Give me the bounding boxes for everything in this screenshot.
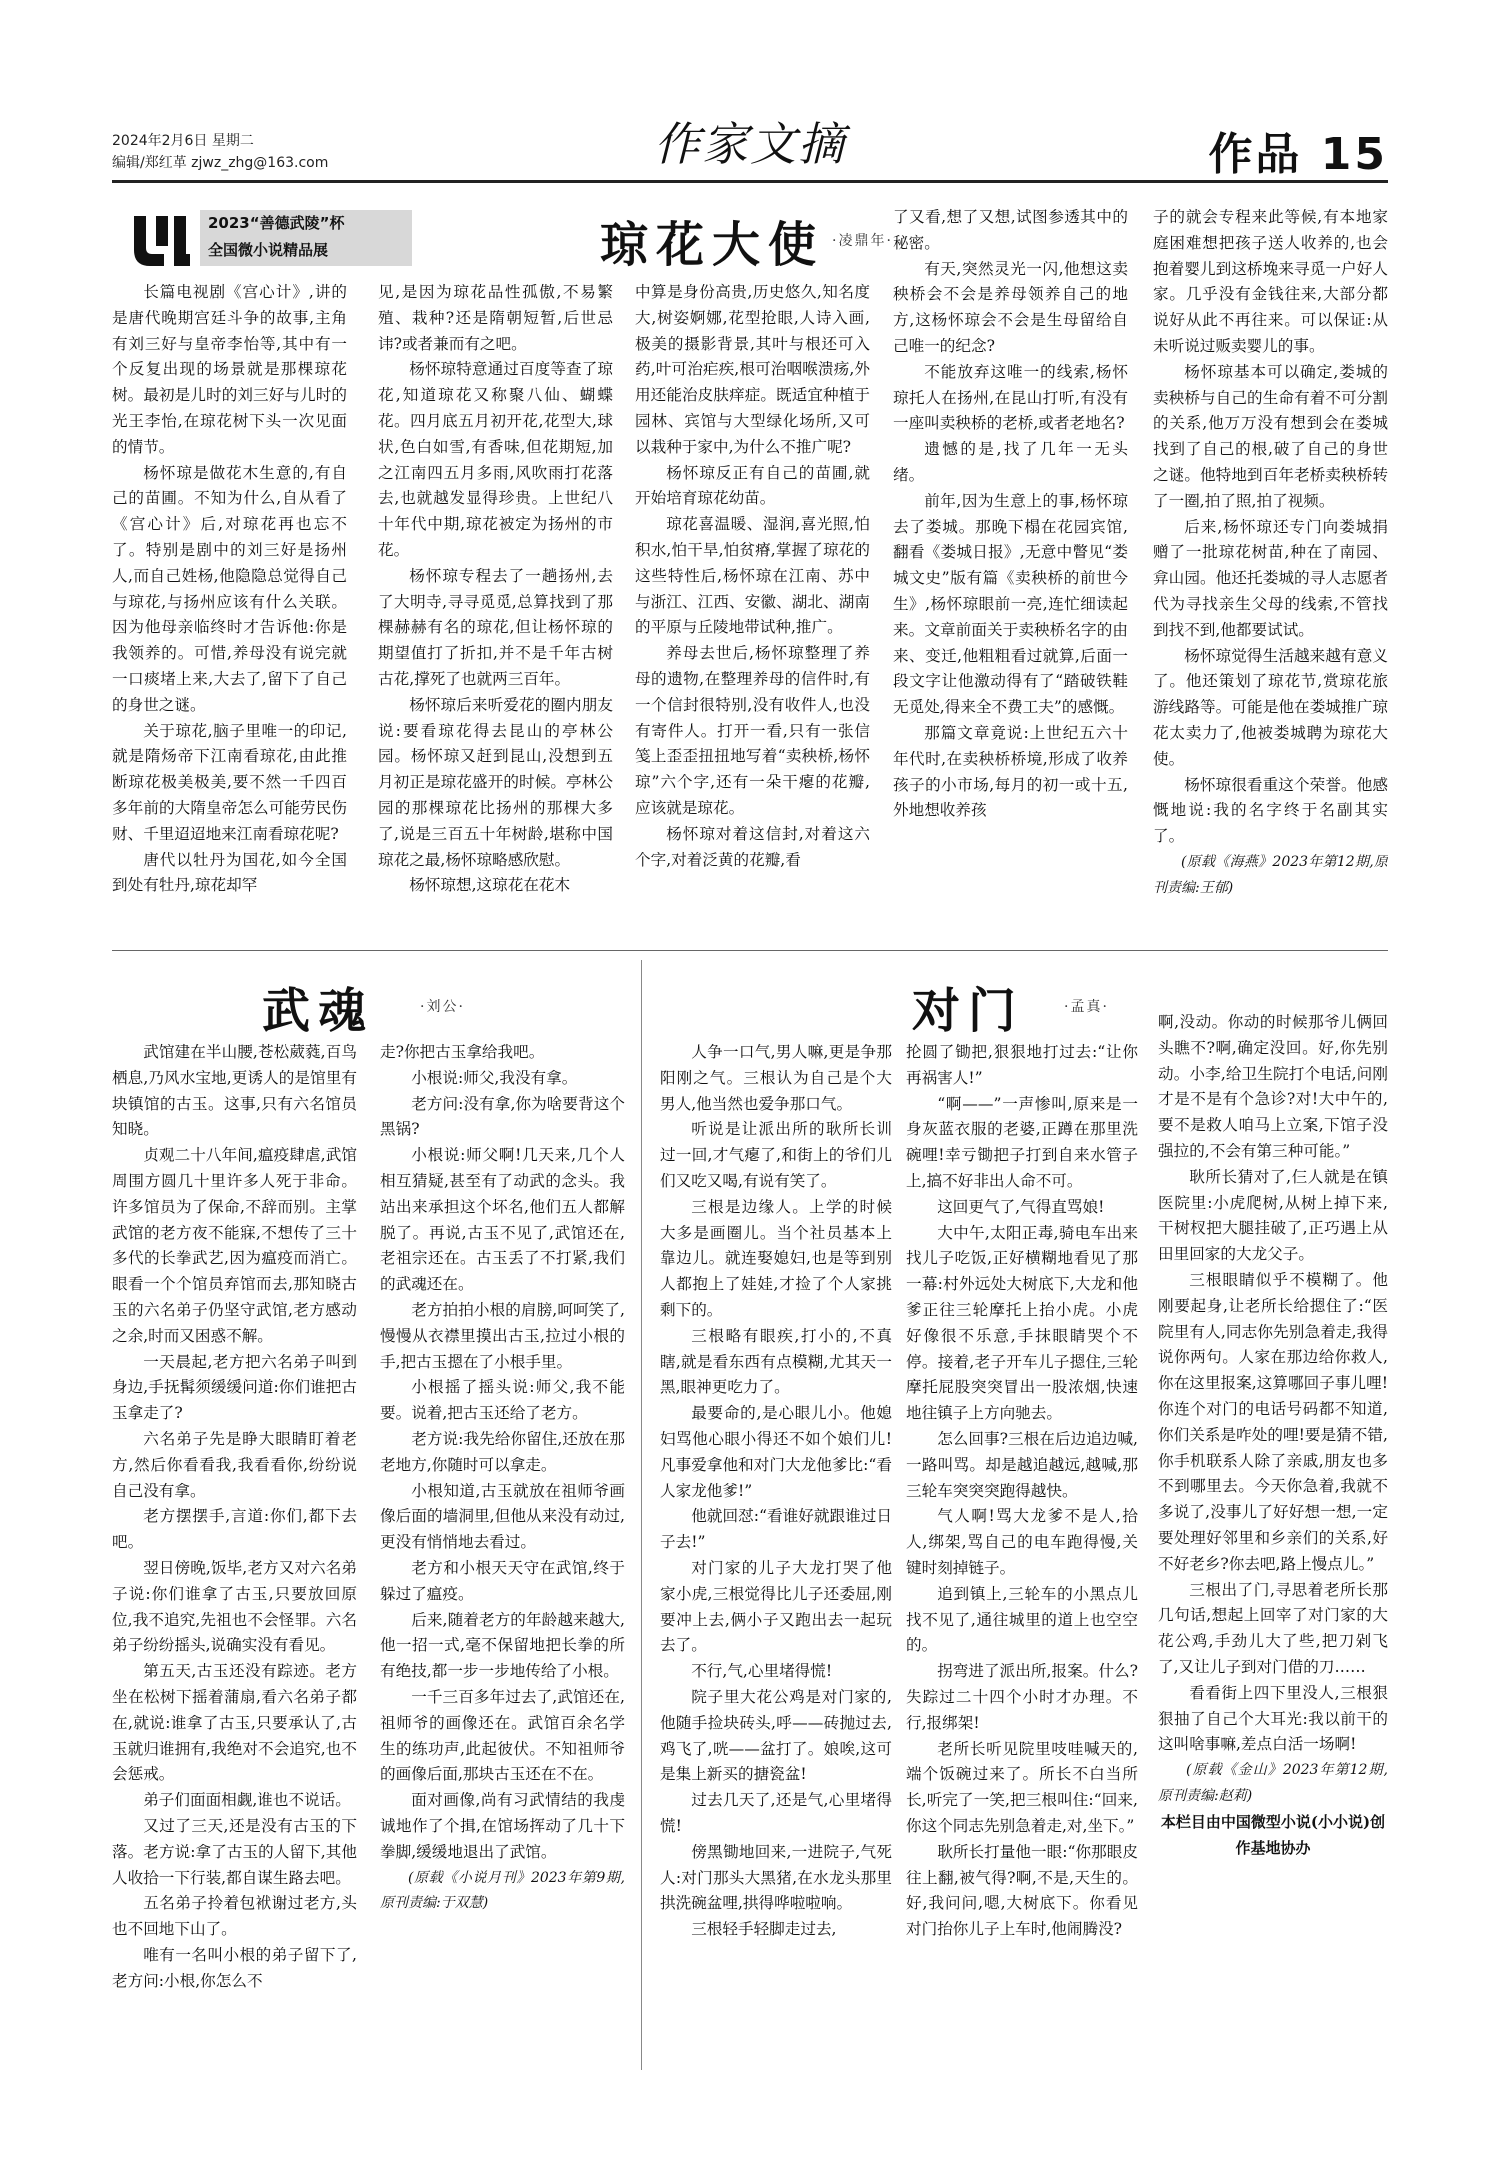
paragraph: 看看街上四下里没人,三根狠狠抽了自己个大耳光:我以前干的这叫啥事嘛,差点白活一场啊! bbox=[1158, 1683, 1388, 1754]
paragraph: 杨怀琼基本可以确定,娄城的卖秧桥与自己的生命有着不可分割的关系,他万万没有想到会在娄城找到了自己的根,破了自己的身世之谜。他特地到百年老桥卖秧桥转了一圈,拍了照,拍了视频。 bbox=[1153, 362, 1388, 510]
paragraph: 那篇文章竟说:上世纪五六十年代时,在卖秧桥桥境,形成了收养孩子的小市场,每月的初一或十五,外地想收养孩 bbox=[893, 723, 1128, 820]
story3-byline: ·孟真· bbox=[1064, 999, 1109, 1015]
paragraph: 怎么回事?三根在后边追边喊,一路叫骂。却是越追越远,越喊,那三轮车突突突跑得越快。 bbox=[906, 1429, 1138, 1500]
paragraph: 遗憾的是,找了几年一无头绪。 bbox=[893, 440, 1128, 484]
story-divider bbox=[641, 960, 642, 2070]
contest-title-line2: 全国微小说精品展 bbox=[208, 241, 329, 259]
paragraph: 杨怀琼很看重这个荣誉。他感慨地说:我的名字终于名副其实了。 bbox=[1153, 775, 1388, 846]
paragraph: 耿所长打量他一眼:“你那眼皮往上翻,被气得?啊,不是,天生的。好,我问问,嗯,大树底下。你看见对门抬你儿子上车时,他闹腾没? bbox=[906, 1842, 1138, 1939]
column-note: 本栏目由中国微型小说(小小说)创作基地协办 bbox=[1160, 1812, 1386, 1857]
paragraph: 后来,杨怀琼还专门向娄城捐赠了一批琼花树苗,种在了南园、弇山园。他还托娄城的寻人志愿者代为寻找亲生父母的线索,不管找到找不到,他都要试试。 bbox=[1153, 517, 1388, 639]
story2-column-2 bbox=[380, 1040, 625, 2070]
page-number: 15 bbox=[1320, 129, 1388, 180]
story1-byline: ·凌鼎年· bbox=[832, 233, 893, 249]
paragraph: 杨怀琼是做花木生意的,有自己的苗圃。不知为什么,自从看了《宫心计》后,对琼花再也忘不了。特别是剧中的刘三好是扬州人,而自己姓杨,他隐隐总觉得自己与琼花,与扬州应该有什么关联。因为他母亲临终时才告诉他:你是我领养的。可惜,养母没有说完就一口痰堵上来,大去了,留下了自己的身世之谜。 bbox=[112, 463, 347, 714]
story1-column-3 bbox=[635, 280, 870, 940]
paragraph: 五名弟子拎着包袱谢过老方,头也不回地下山了。 bbox=[112, 1894, 357, 1939]
story1-column-2 bbox=[378, 280, 613, 940]
paragraph: 杨怀琼反正有自己的苗圃,就开始培育琼花幼苗。 bbox=[635, 463, 870, 508]
paragraph: 杨怀琼后来听爱花的圈内朋友说:要看琼花得去昆山的亭林公园。杨怀琼又赶到昆山,没想到五月初正是琼花盛开的时候。亭林公园的那棵琼花比扬州的那棵大多了,说是三百五十年树龄,堪称中国琼花之最,杨怀琼略感欣慰。 bbox=[378, 695, 613, 869]
paragraph: 小根说:师父啊!几天来,几个人相互猜疑,甚至有了动武的念头。我站出来承担这个坏名,他们五人都解脱了。再说,古玉不见了,武馆还在,老祖宗还在。古玉丢了不打紧,我们的武魂还在。 bbox=[380, 1146, 625, 1294]
paragraph: 琼花喜温暖、湿润,喜光照,怕积水,怕干旱,怕贫瘠,掌握了琼花的这些特性后,杨怀琼在江南、苏中与浙江、江西、安徽、湖北、湖南的平原与丘陵地带试种,推广。 bbox=[635, 515, 870, 637]
paragraph: 子的就会专程来此等候,有本地家庭困难想把孩子送人收养的,也会抱着婴儿到这桥堍来寻觅一户好人家。几乎没有金钱往来,大部分都说好从此不再往来。可以保证:从未听说过贩卖婴儿的事。 bbox=[1153, 208, 1388, 355]
paragraph: 前年,因为生意上的事,杨怀琼去了娄城。那晚下榻在花园宾馆,翻看《娄城日报》,无意中瞥见“娄城文史”版有篇《卖秧桥的前世今生》,杨怀琼眼前一亮,连忙细读起来。文章前面关于卖秧桥名字的由来、变迁,他粗粗看过就算,后面一段文字让他激动得有了“踏破铁鞋无觅处,得来全不费工夫”的感慨。 bbox=[893, 491, 1128, 717]
paragraph: 见,是因为琼花品性孤傲,不易繁殖、栽种?还是隋朝短暂,后世忌讳?或者兼而有之吧。 bbox=[378, 283, 613, 353]
paragraph: 傍黑锄地回来,一进院子,气死人:对门那头大黑猪,在水龙头那里拱洗碗盆哩,拱得哗啦啦响。 bbox=[660, 1842, 892, 1913]
section-divider bbox=[112, 950, 1388, 951]
paragraph: 抡圆了锄把,狠狠地打过去:“让你再祸害人!” bbox=[906, 1043, 1138, 1087]
editor-credit: 编辑/郑红革 zjwz_zhg@163.com bbox=[112, 155, 329, 171]
story2-column-1 bbox=[112, 1040, 357, 2070]
paragraph: 他就回怼:“看谁好就跟谁过日子去!” bbox=[660, 1507, 892, 1552]
paragraph: 三根轻手轻脚走过去, bbox=[691, 1920, 837, 1939]
paragraph: 养母去世后,杨怀琼整理了养母的遗物,在整理养母的信件时,有一个信封很特别,没有收件人,也没有寄件人。打开一看,只有一张信笺上歪歪扭扭地写着“卖秧桥,杨怀琼”六个字,还有一朵干瘪的花瓣,应该就是琼花。 bbox=[635, 644, 870, 817]
story3-column-1 bbox=[660, 1040, 892, 2070]
paragraph: 不行,气,心里堵得慌! bbox=[691, 1662, 833, 1681]
issue-date: 2024年2月6日 星期二 bbox=[112, 133, 254, 149]
paragraph: 了又看,想了又想,试图参透其中的秘密。 bbox=[893, 208, 1128, 252]
story1-column-1 bbox=[112, 280, 347, 940]
paragraph: 杨怀琼专程去了一趟扬州,去了大明寺,寻寻觅觅,总算找到了那棵赫赫有名的琼花,但让杨怀琼的期望值打了折扣,并不是千年古树古花,撑死了也就两三百年。 bbox=[378, 566, 613, 688]
paragraph: 六名弟子先是睁大眼睛盯着老方,然后你看看我,我看看你,纷纷说自己没有拿。 bbox=[112, 1429, 357, 1500]
paragraph: 追到镇上,三轮车的小黑点儿找不见了,通往城里的道上也空空的。 bbox=[906, 1584, 1138, 1655]
paragraph: 老方和小根天天守在武馆,终于躲过了瘟疫。 bbox=[380, 1558, 625, 1603]
story1-column-4 bbox=[893, 205, 1128, 940]
paragraph: 杨怀琼觉得生活越来越有意义了。他还策划了琼花节,赏琼花旅游线路等。可能是他在娄城推广琼花太卖力了,他被娄城聘为琼花大使。 bbox=[1153, 646, 1388, 768]
paragraph: 老方拍拍小根的肩膀,呵呵笑了,慢慢从衣襟里摸出古玉,拉过小根的手,把古玉摁在了小根手里。 bbox=[380, 1300, 625, 1371]
paragraph: 三根略有眼疾,打小的,不真瞎,就是看东西有点模糊,尤其天一黑,眼神更吃力了。 bbox=[660, 1326, 892, 1397]
paragraph: “啊——”一声惨叫,原来是一身灰蓝衣服的老婆,正蹲在那里洗碗哩!幸亏锄把子打到自来水管子上,搞不好非出人命不可。 bbox=[906, 1094, 1138, 1190]
story3-column-2 bbox=[906, 1040, 1138, 2070]
contest-title-line1: 2023“善德武陵”杯 bbox=[208, 214, 345, 232]
paragraph: 老所长听见院里吱哇喊天的,端个饭碗过来了。所长不白当所长,听完了一笑,把三根叫住:“回来,你这个同志先别急着走,对,坐下。” bbox=[906, 1739, 1138, 1835]
paragraph: 拐弯进了派出所,报案。什么?失踪过二十四个小时才办理。不行,报绑架! bbox=[906, 1662, 1138, 1732]
story3-column-3 bbox=[1158, 1010, 1388, 2070]
story1-title: 琼花大使 bbox=[600, 217, 825, 273]
paragraph: 杨怀琼对着这信封,对着这六个字,对着泛黄的花瓣,看 bbox=[635, 824, 870, 869]
paragraph: 一千三百多年过去了,武馆还在,祖师爷的画像还在。武馆百余名学生的练功声,此起彼伏。不知祖师爷的画像后面,那块古玉还在不在。 bbox=[380, 1687, 625, 1784]
paragraph: 老方摆摆手,言道:你们,都下去吧。 bbox=[112, 1507, 357, 1552]
paragraph: 长篇电视剧《宫心计》,讲的是唐代晚期宫廷斗争的故事,主角有刘三好与皇帝李怡等,其中有一个反复出现的场景就是那棵琼花树。最初是儿时的刘三好与儿时的光王李怡,在琼花树下头一次见面的情节。 bbox=[112, 283, 347, 456]
paragraph: 弟子们面面相觑,谁也不说话。 bbox=[143, 1791, 351, 1810]
story2-byline: ·刘公· bbox=[420, 999, 465, 1015]
paragraph: 关于琼花,脑子里唯一的印记,就是隋炀帝下江南看琼花,由此推断琼花极美极美,要不然一千四百多年前的大隋皇帝怎么可能劳民伤财、千里迢迢地来江南看琼花呢? bbox=[112, 721, 347, 843]
paragraph: 对门家的儿子大龙打哭了他家小虎,三根觉得比儿子还委屈,刚要冲上去,俩小子又跑出去一起玩去了。 bbox=[660, 1558, 892, 1655]
story2-title: 武魂 bbox=[262, 983, 375, 1039]
contest-badge bbox=[130, 208, 420, 272]
paragraph: 这回更气了,气得直骂娘! bbox=[937, 1197, 1105, 1216]
paragraph: 过去几天了,还是气,心里堵得慌! bbox=[660, 1791, 892, 1835]
paragraph: 听说是让派出所的耿所长训过一回,才气瘪了,和街上的爷们儿们又吃又喝,有说有笑了。 bbox=[660, 1120, 892, 1190]
paragraph: 不能放弃这唯一的线索,杨怀琼托人在扬州,在昆山打听,有没有一座叫卖秧桥的老桥,或者老地名? bbox=[893, 362, 1128, 433]
paragraph: 有天,突然灵光一闪,他想这卖秧桥会不会是养母领养自己的地方,这杨怀琼会不会是生母留给自己唯一的纪念? bbox=[893, 259, 1128, 355]
paragraph: 小根知道,古玉就放在祖师爷画像后面的墙洞里,但他从来没有动过,更没有悄悄地去看过。 bbox=[380, 1481, 625, 1552]
paragraph: 翌日傍晚,饭毕,老方又对六名弟子说:你们谁拿了古玉,只要放回原位,我不追究,先祖也不会怪罪。六名弟子纷纷摇头,说确实没有看见。 bbox=[112, 1558, 357, 1655]
page-label bbox=[1208, 118, 1388, 182]
paragraph: 老方说:我先给你留住,还放在那老地方,你随时可以拿走。 bbox=[380, 1429, 625, 1474]
paragraph: 最要命的,是心眼儿小。他媳妇骂他心眼小得还不如个娘们儿!凡事爱拿他和对门大龙他爹比:“看人家龙他爹!” bbox=[660, 1404, 892, 1500]
paragraph: 中算是身份高贵,历史悠久,知名度大,树姿婀娜,花型抢眼,人诗入画,极美的摄影背景,其叶与根还可入药,叶可治疟疾,根可治咽喉溃疡,外用还能治皮肤痒症。既适宜种植于园林、宾馆与大型绿化场所,又可以栽种于家中,为什么不推广呢? bbox=[635, 283, 870, 456]
paragraph: 走?你把古玉拿给我吧。 bbox=[380, 1043, 545, 1061]
paper-name: 作家文摘 bbox=[654, 117, 846, 171]
section-name: 作品 bbox=[1208, 129, 1303, 180]
paragraph: 小根摇了摇头说:师父,我不能要。说着,把古玉还给了老方。 bbox=[380, 1378, 625, 1423]
paragraph: 三根眼睛似乎不模糊了。他刚要起身,让老所长给摁住了:“医院里有人,同志你先别急着走,我得说你两句。人家在那边给你救人,你在这里报案,这算哪回子事儿哩!你连个对门的电话号码都不知道,你们关系是咋处的哩!要是猜不错,你手机联系人除了亲戚,朋友也多不到哪里去。今天你急着,我就不多说了,没事儿了好好想一想,一定要处理好邻里和乡亲们的关系,好不好老乡?你去吧,路上慢点儿。” bbox=[1158, 1270, 1388, 1573]
paragraph: 气人啊!骂大龙爹不是人,拾人,绑架,骂自己的电车跑得慢,关键时刻掉链子。 bbox=[906, 1507, 1138, 1577]
paragraph: 第五天,古玉还没有踪迹。老方坐在松树下摇着蒲扇,看六名弟子都在,就说:谁拿了古玉,只要承认了,古玉就归谁拥有,我绝对不会追究,也不会惩戒。 bbox=[112, 1662, 357, 1784]
contest-logo-icon bbox=[130, 210, 194, 270]
paragraph: 一天晨起,老方把六名弟子叫到身边,手抚髯须缓缓问道:你们谁把古玉拿走了? bbox=[112, 1352, 357, 1423]
paragraph: 杨怀琼想,这琼花在花木 bbox=[409, 876, 571, 895]
paragraph: 耿所长猜对了,仨人就是在镇医院里:小虎爬树,从树上掉下来,干树杈把大腿挂破了,正巧遇上从田里回家的大龙父子。 bbox=[1158, 1167, 1388, 1264]
paragraph: 后来,随着老方的年龄越来越大,他一招一式,毫不保留地把长拳的所有绝技,都一步一步地传给了小根。 bbox=[380, 1610, 625, 1681]
paragraph: 老方问:没有拿,你为啥要背这个黑锅? bbox=[380, 1094, 625, 1139]
masthead-info bbox=[112, 130, 328, 174]
paragraph: 面对画像,尚有习武情结的我虔诚地作了个揖,在馆场挥动了几十下拳脚,缓缓地退出了武馆。 bbox=[380, 1791, 625, 1861]
source-note: (原载《金山》2023年第12期,原刊责编:赵莉) bbox=[1158, 1762, 1388, 1804]
paragraph: 小根说:师父,我没有拿。 bbox=[411, 1068, 578, 1087]
paragraph: 院子里大花公鸡是对门家的,他随手捡块砖头,呼——砖抛过去,鸡飞了,咣——盆打了。娘唉,这可是集上新买的搪瓷盆! bbox=[660, 1687, 892, 1784]
paragraph: 三根出了门,寻思着老所长那几句话,想起上回宰了对门家的大花公鸡,手劲儿大了些,把刀剁飞了,又让儿子到对门借的刀…… bbox=[1158, 1580, 1388, 1676]
paragraph: 唐代以牡丹为国花,如今全国到处有牡丹,琼花却罕 bbox=[112, 850, 347, 895]
paragraph: 杨怀琼特意通过百度等查了琼花,知道琼花又称聚八仙、蝴蝶花。四月底五月初开花,花型大,球状,色白如雪,有香味,但花期短,加之江南四五月多雨,风吹雨打花落去,也就越发显得珍贵。上世纪八十年代中期,琼花被定为扬州的市花。 bbox=[378, 360, 613, 559]
paragraph: 又过了三天,还是没有古玉的下落。老方说:拿了古玉的人留下,其他人收拾一下行装,都自谋生路去吧。 bbox=[112, 1816, 357, 1887]
paragraph: 人争一口气,男人嘛,更是争那阳刚之气。三根认为自己是个大男人,他当然也爱争那口气。 bbox=[660, 1043, 892, 1113]
paragraph: 啊,没动。你动的时候那爷儿俩回头瞧不?啊,确定没回。好,你先别动。小李,给卫生院打个电话,问刚才是不是有个急诊?对!大中午的,要不是救人咱马上立案,下馆子没强拉的,不会有第三种可能。” bbox=[1158, 1013, 1388, 1160]
paragraph: 唯有一名叫小根的弟子留下了,老方问:小根,你怎么不 bbox=[112, 1945, 357, 1990]
paragraph: 武馆建在半山腰,苍松葳蕤,百鸟栖息,乃风水宝地,更诱人的是馆里有块镇馆的古玉。这事,只有六名馆员知晓。 bbox=[112, 1043, 357, 1139]
story3-title: 对门 bbox=[912, 983, 1025, 1039]
paragraph: 大中午,太阳正毒,骑电车出来找儿子吃饭,正好横糊地看见了那一幕:村外远处大树底下,大龙和他爹正往三轮摩托上抬小虎。小虎好像很不乐意,手抹眼睛哭个不停。接着,老子开车儿子摁住,三轮摩托屁股突突冒出一股浓烟,快速地往镇子上方向驰去。 bbox=[906, 1223, 1138, 1423]
story1-column-5 bbox=[1153, 205, 1388, 940]
header-rule bbox=[112, 180, 1388, 183]
paragraph: 贞观二十八年间,瘟疫肆虐,武馆周围方圆几十里许多人死于非命。许多馆员为了保命,不辞而别。主掌武馆的老方夜不能寐,不想传了三十多代的长拳武艺,因为瘟疫而消亡。眼看一个个馆员弃馆而去,那知晓古玉的六名弟子仍坚守武馆,老方感动之余,时而又困惑不解。 bbox=[112, 1146, 357, 1345]
paragraph: 三根是边缘人。上学的时候大多是画圈儿。当个社员基本上靠边儿。就连娶媳妇,也是等到别人都抱上了娃娃,才捡了个人家挑剩下的。 bbox=[660, 1197, 892, 1319]
contest-title bbox=[200, 210, 412, 266]
source-note: (原载《小说月刊》2023年第9期,原刊责编:于双慧) bbox=[380, 1869, 625, 1912]
source-note: (原载《海燕》2023年第12期,原刊责编:王郁) bbox=[1153, 853, 1388, 896]
